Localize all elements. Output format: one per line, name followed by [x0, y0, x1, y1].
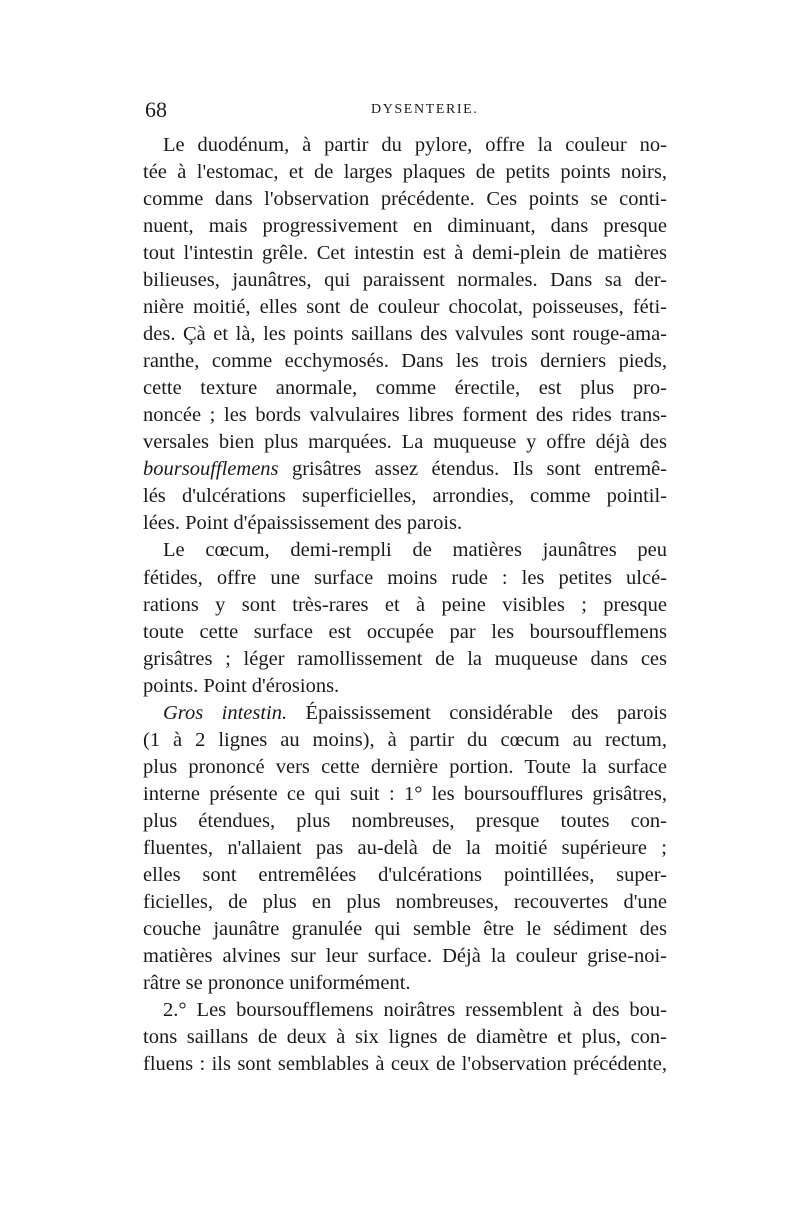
text-line — [143, 754, 667, 781]
text-line — [143, 592, 667, 619]
text-segment: plus prononcé vers cette dernière portion. Toute la surface — [143, 755, 667, 778]
text-segment: fétides, offre une surface moins rude : les petites ulcé- — [143, 566, 667, 589]
text-line — [143, 294, 667, 321]
text-segment: lées. Point d'épaississement des parois. — [143, 512, 463, 535]
text-segment: noncée ; les bords valvulaires libres forment des rides trans- — [143, 404, 667, 427]
text-segment: des. Çà et là, les points saillans des valvules sont rouge-ama- — [143, 323, 667, 346]
text-line — [143, 402, 667, 429]
text-line — [143, 429, 667, 456]
running-title: DYSENTERIE. — [371, 102, 479, 117]
text-segment: interne présente ce qui suit : 1° les boursoufflures grisâtres, — [143, 782, 667, 805]
text-line — [143, 537, 667, 564]
text-line — [143, 862, 667, 889]
text-line — [143, 1024, 667, 1051]
text-segment: cette texture anormale, comme érectile, est plus pro- — [143, 377, 667, 400]
text-line — [143, 159, 667, 186]
text-segment: tons saillans de deux à six lignes de diamètre et plus, con- — [143, 1026, 667, 1049]
text-line — [143, 132, 667, 159]
body-text — [143, 132, 667, 1078]
text-line — [143, 213, 667, 240]
text-segment: 2.° Les boursoufflemens noirâtres ressemblent à des bou- — [163, 999, 667, 1021]
text-line — [143, 1051, 667, 1078]
text-segment: Le duodénum, à partir du pylore, offre la couleur no- — [163, 134, 667, 156]
text-segment: nuent, mais progressivement en diminuant, dans presque — [143, 215, 667, 238]
text-segment: ficielles, de plus en plus nombreuses, recouvertes d'une — [143, 890, 667, 913]
text-line — [143, 186, 667, 213]
text-segment: lés d'ulcérations superficielles, arrondies, comme pointil- — [143, 485, 667, 508]
text-line — [143, 375, 667, 402]
text-line — [143, 510, 667, 537]
text-line — [143, 646, 667, 673]
text-line — [143, 267, 667, 294]
text-segment: elles sont entremêlées d'ulcérations pointillées, super- — [143, 863, 667, 886]
text-segment: versales bien plus marquées. La muqueuse y offre déjà des — [143, 431, 667, 454]
text-line — [143, 889, 667, 916]
text-segment: toute cette surface est occupée par les boursoufflemens — [143, 620, 667, 643]
text-line — [143, 700, 667, 727]
text-line — [143, 808, 667, 835]
text-line — [143, 483, 667, 510]
text-segment: points. Point d'érosions. — [143, 674, 340, 697]
italic-text: Gros intestin. — [163, 701, 288, 724]
text-line — [143, 456, 667, 483]
text-line — [143, 970, 667, 997]
text-line — [143, 835, 667, 862]
text-line — [143, 240, 667, 267]
text-segment: grisâtres assez étendus. Ils sont entremê- — [278, 458, 667, 481]
text-segment: couche jaunâtre granulée qui semble être le sédiment des — [143, 917, 667, 940]
text-line — [143, 727, 667, 754]
text-line — [143, 943, 667, 970]
text-line — [143, 916, 667, 943]
text-segment: plus étendues, plus nombreuses, presque toutes con- — [143, 809, 667, 832]
text-line — [143, 997, 667, 1024]
running-head — [145, 98, 665, 122]
text-segment: nière moitié, elles sont de couleur chocolat, poisseuses, féti- — [143, 296, 667, 319]
italic-text: boursoufflemens — [143, 458, 279, 481]
page-number: 68 — [145, 97, 167, 122]
text-line — [143, 673, 667, 700]
text-segment: ranthe, comme ecchymosés. Dans les trois derniers pieds, — [143, 350, 667, 373]
text-line — [143, 348, 667, 375]
text-line — [143, 321, 667, 348]
text-segment: tout l'intestin grêle. Cet intestin est à demi-plein de matières — [143, 242, 667, 265]
text-segment: fluens : ils sont semblables à ceux de l'observation précédente, — [143, 1053, 667, 1076]
text-segment: râtre se prononce uniformément. — [143, 971, 411, 994]
text-segment: rations y sont très-rares et à peine visibles ; presque — [143, 593, 667, 616]
text-segment: bilieuses, jaunâtres, qui paraissent normales. Dans sa der- — [143, 269, 667, 292]
text-line — [143, 619, 667, 646]
text-segment: fluentes, n'allaient pas au-delà de la moitié supérieure ; — [143, 836, 667, 859]
text-segment: matières alvines sur leur surface. Déjà la couleur grise-noi- — [143, 944, 667, 967]
text-segment: Le cœcum, demi-rempli de matières jaunâtres peu — [163, 539, 667, 562]
text-line — [143, 565, 667, 592]
text-segment: comme dans l'observation précédente. Ces points se conti- — [143, 188, 667, 211]
text-segment: grisâtres ; léger ramollissement de la muqueuse dans ces — [143, 647, 667, 670]
text-segment: tée à l'estomac, et de larges plaques de petits points noirs, — [143, 161, 667, 184]
text-segment: (1 à 2 lignes au moins), à partir du cœcum au rectum, — [143, 728, 667, 751]
text-segment: Épaississement considérable des parois — [287, 701, 668, 724]
text-line — [143, 781, 667, 808]
